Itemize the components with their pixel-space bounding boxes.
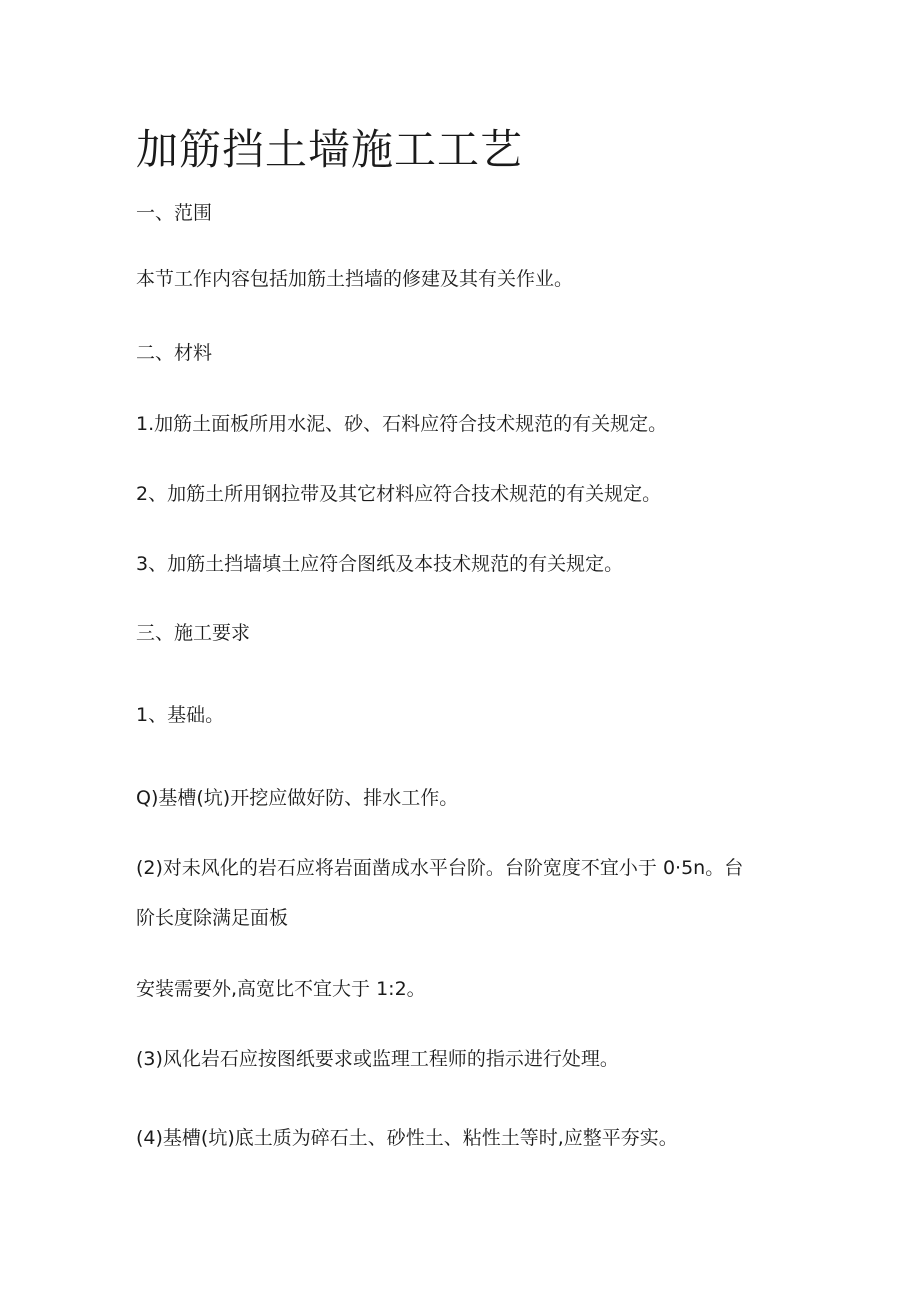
section-heading-scope: 一、范围	[136, 202, 213, 224]
paragraph-item-4: (4)基槽(坑)底土质为碎石土、砂性土、粘性土等时,应整平夯实。	[136, 1127, 678, 1149]
section-heading-requirements: 三、施工要求	[136, 622, 251, 644]
section-heading-materials: 二、材料	[136, 342, 213, 364]
paragraph-item-2-line-2: 阶长度除满足面板	[136, 907, 289, 929]
subheading-foundation: 1、基础。	[136, 704, 225, 726]
document-title: 加筋挡土墙施工工艺	[136, 125, 524, 174]
paragraph-scope-content: 本节工作内容包括加筋土挡墙的修建及其有关作业。	[136, 268, 574, 290]
paragraph-item-2-line-1: (2)对未风化的岩石应将岩面凿成水平台阶。台阶宽度不宜小于 0·5n。台	[136, 857, 744, 879]
paragraph-material-1: 1.加筋土面板所用水泥、砂、石料应符合技术规范的有关规定。	[136, 413, 668, 435]
paragraph-material-3: 3、加筋土挡墙填土应符合图纸及本技术规范的有关规定。	[136, 553, 624, 575]
paragraph-material-2: 2、加筋土所用钢拉带及其它材料应符合技术规范的有关规定。	[136, 483, 662, 505]
paragraph-item-3: (3)风化岩石应按图纸要求或监理工程师的指示进行处理。	[136, 1048, 619, 1070]
paragraph-item-1: Q)基槽(坑)开挖应做好防、排水工作。	[136, 787, 459, 809]
paragraph-item-2-line-3: 安装需要外,高宽比不宜大于 1:2。	[136, 978, 426, 1000]
